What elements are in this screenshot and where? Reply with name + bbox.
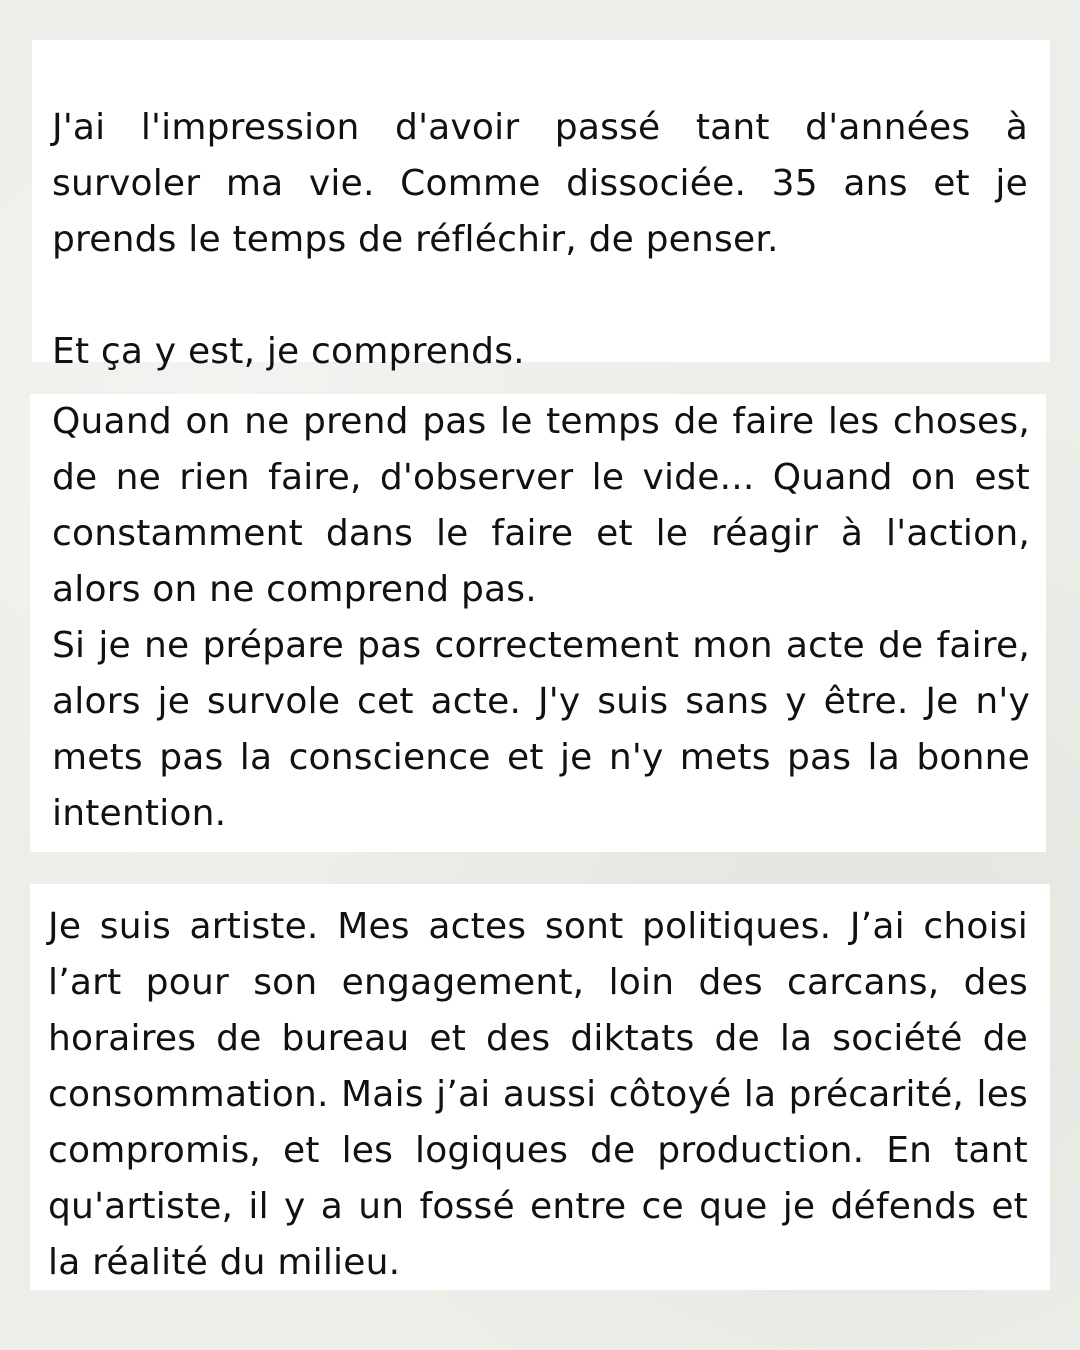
- text-card-3: [30, 884, 1050, 1290]
- card-2-paragraph-1: Quand on ne prend pas le temps de faire les choses, de ne rien faire, d'observer le vide... Quand on est constamment dans le faire et le réagir à l'action, alors on ne comprend pas.: [52, 401, 1030, 610]
- card-1-paragraph-2: Et ça y est, je comprends.: [52, 331, 525, 372]
- text-card-1: [32, 40, 1050, 372]
- text-card-2: [30, 394, 1046, 852]
- paragraph-spacer: [52, 268, 1028, 324]
- card-2-paragraph-2: Si je ne prépare pas correctement mon acte de faire, alors je survole cet acte. J'y suis sans y être. Je n'y mets pas la conscience et je n'y mets pas la bonne intention.: [52, 625, 1030, 834]
- card-3-paragraph-1: Je suis artiste. Mes actes sont politiques. J’ai choisi l’art pour son engagement, loin des carcans, des horaires de bureau et des diktats de la société de consommation. Mais j’ai aussi côtoyé la précarité, les compromis, et les logiques de production. En tant qu'artiste, il y a un fossé entre ce que je défends et la réalité du milieu.: [48, 906, 1028, 1283]
- card-1-paragraph-1: J'ai l'impression d'avoir passé tant d'années à survoler ma vie. Comme dissociée. 35 ans et je prends le temps de réfléchir, de penser.: [52, 107, 1028, 260]
